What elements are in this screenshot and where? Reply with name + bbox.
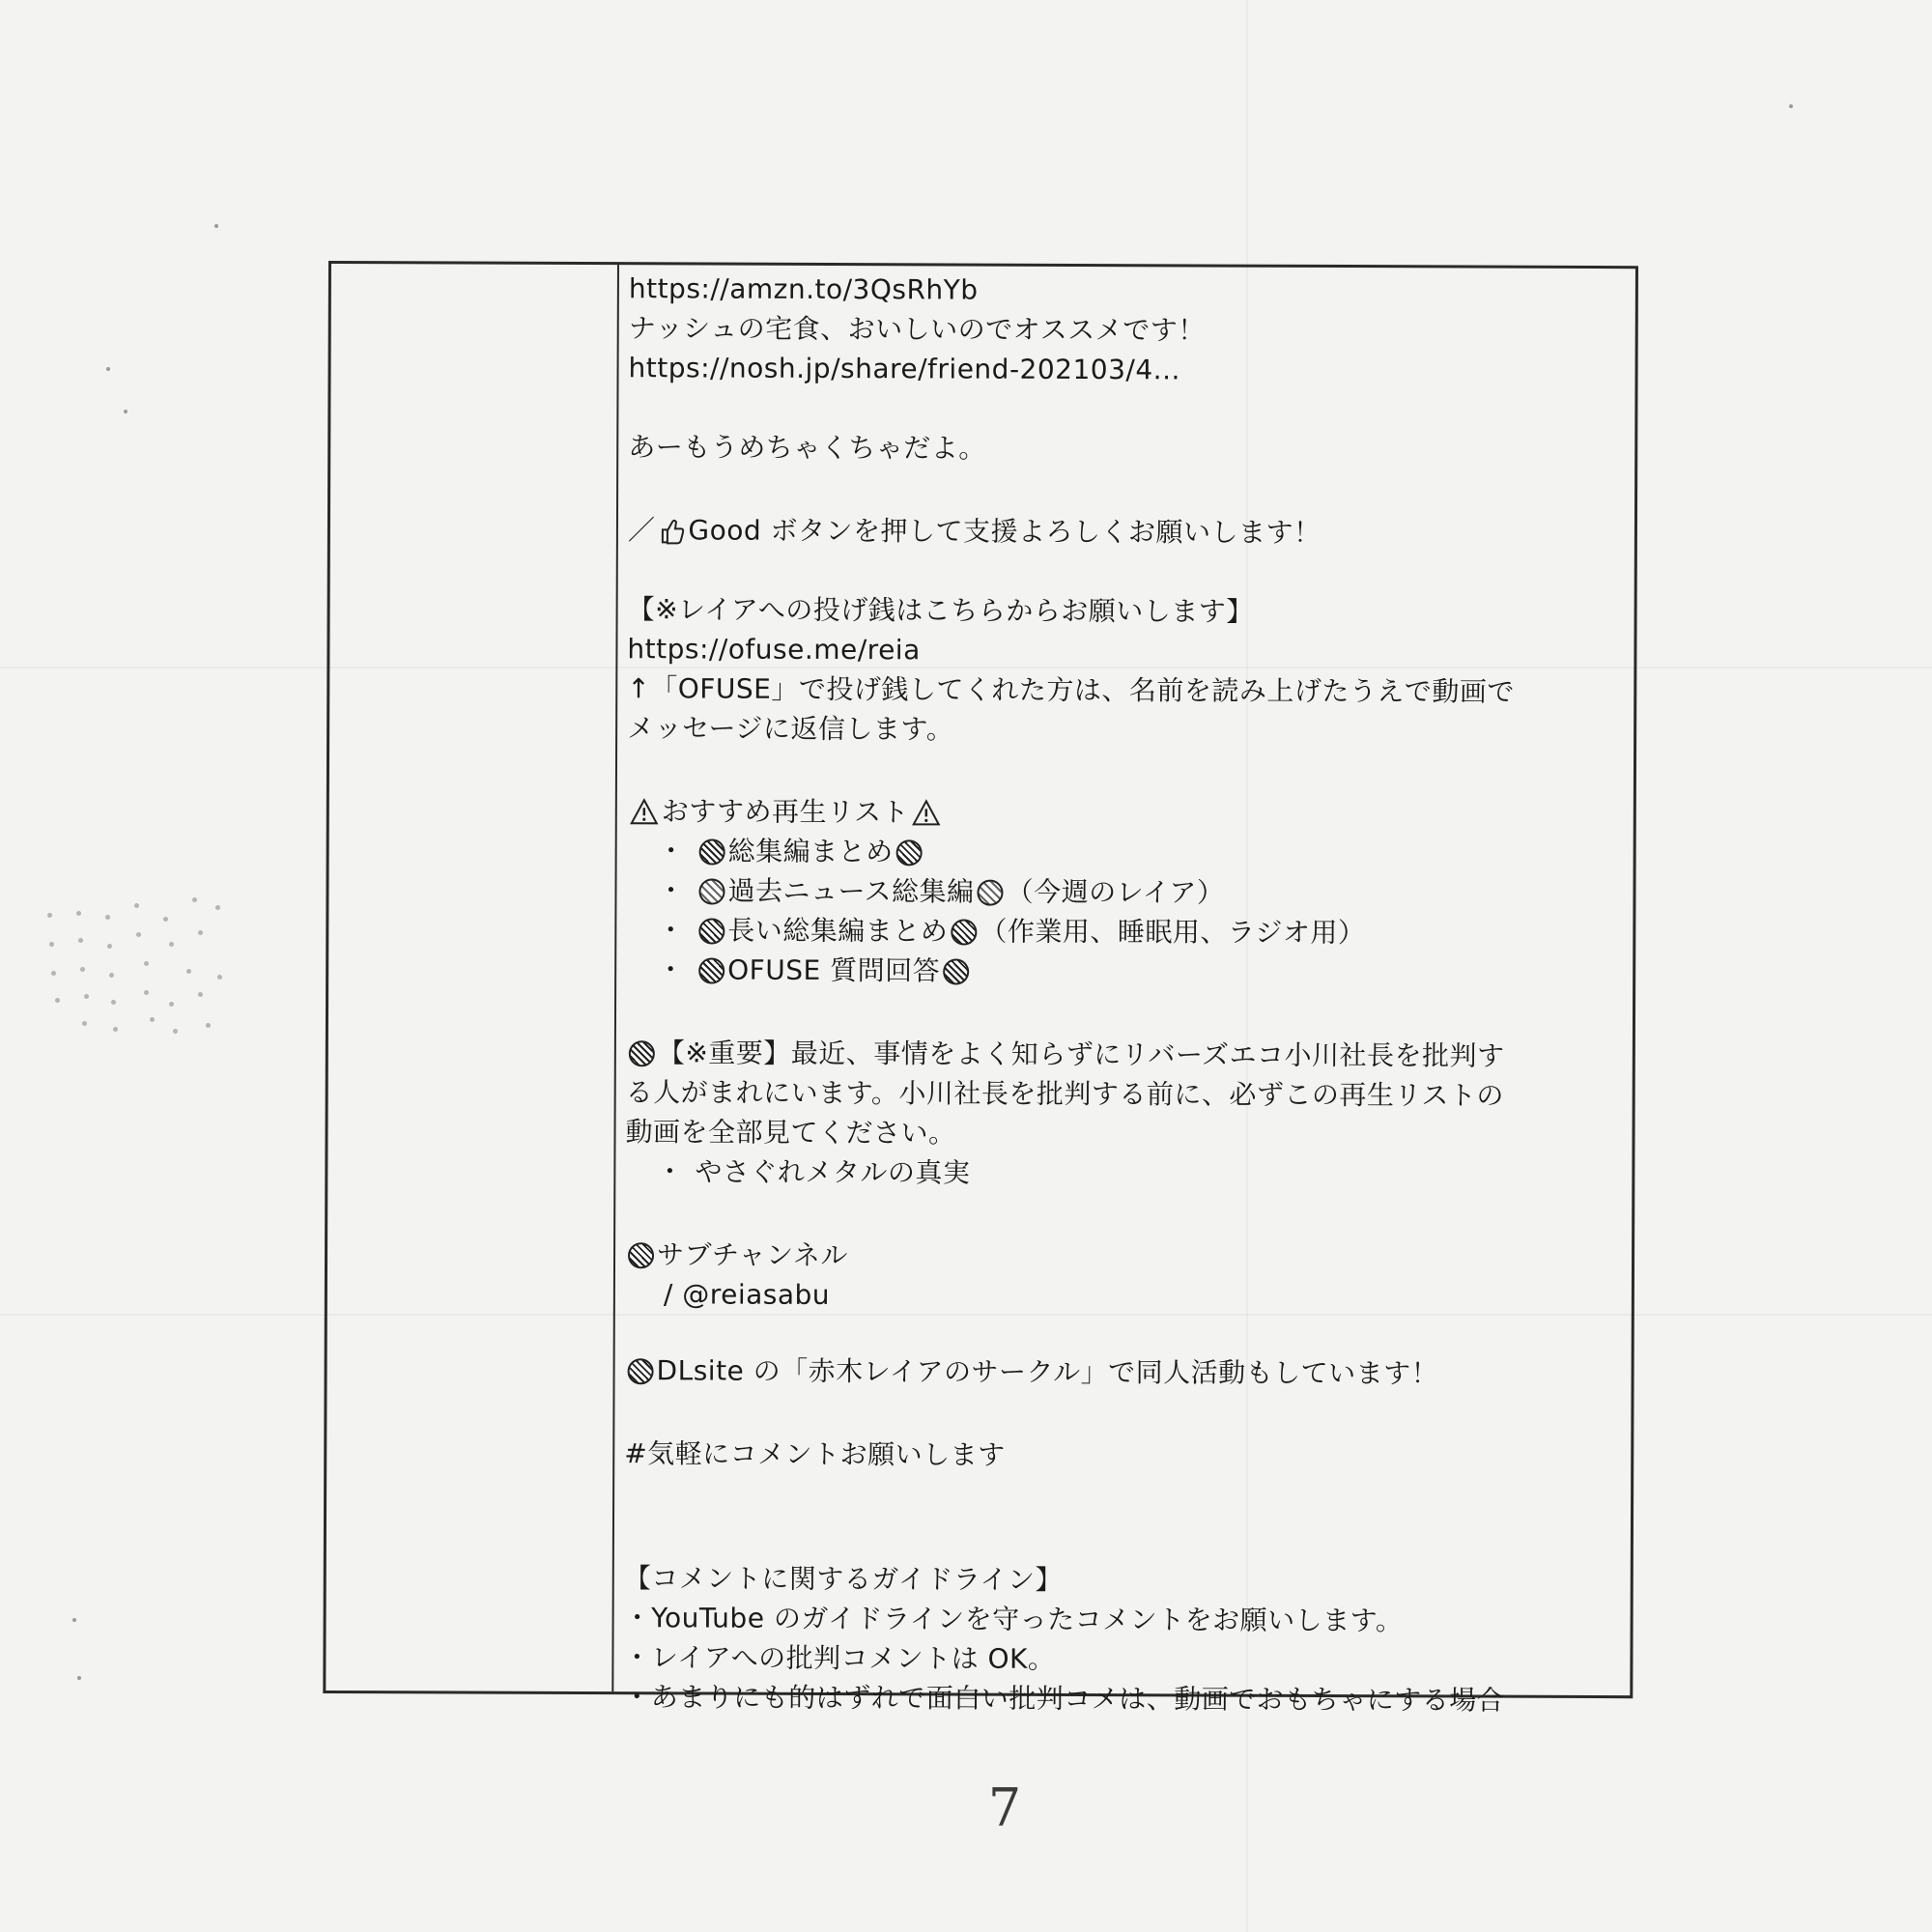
paper-speck — [214, 224, 218, 228]
playlist-title: おすすめ再生リスト — [661, 795, 910, 829]
guideline-item: ・YouTube のガイドラインを守ったコメントをお願いします。 — [623, 1602, 1404, 1637]
hatched-circle-icon — [943, 958, 969, 984]
playlist-item — [627, 831, 1634, 874]
hatched-circle-icon — [629, 1040, 655, 1066]
bullet-mark: ・ — [657, 914, 685, 947]
document-table — [323, 261, 1638, 1717]
dlsite-notice — [625, 1350, 1632, 1394]
playlist-item — [626, 870, 1633, 914]
hashtag-line: #気軽にコメントお願いします — [624, 1437, 1006, 1471]
table-description-cell — [613, 265, 1635, 1717]
sub-channel-heading — [625, 1235, 1632, 1278]
bullet-mark: ・ — [657, 835, 686, 867]
playlist-item — [626, 950, 1633, 993]
important-notice-1 — [626, 1033, 1633, 1076]
playlist-item-label: 長い総集編まとめ — [727, 914, 949, 948]
paper-speck — [1789, 104, 1793, 108]
bullet-mark: ・ — [656, 1155, 684, 1188]
good-button-request — [628, 510, 1634, 554]
guideline-heading: 【コメントに関するガイドライン】 — [623, 1562, 1064, 1596]
paper-speck — [106, 367, 110, 371]
playlist-item-note: （今週のレイア） — [1006, 875, 1225, 909]
exclamation-line: あーもうめちゃくちゃだよ。 — [628, 431, 986, 465]
guideline-item: ・あまりにも的はずれで面白い批判コメは、動画でおもちゃにする場合 — [623, 1681, 1505, 1717]
hatched-circle-icon — [628, 1358, 654, 1384]
thumbs-up-icon — [658, 516, 685, 545]
guideline-item: ・レイアへの批判コメントは OK。 — [623, 1641, 1056, 1675]
nosh-recommendation: ナッシュの宅食、おいしいのでオススメです！ — [628, 312, 1206, 347]
important-notice-3: 動画を全部見てください。 — [625, 1116, 956, 1150]
decorative-dot-pattern — [43, 894, 227, 1038]
important-notice-2: る人がまれにいます。小川社長を批判する前に、必ずこの再生リストの — [625, 1076, 1504, 1112]
important-playlist-item — [625, 1151, 1632, 1195]
dlsite-text: DLsite の「赤木レイアのサークル」で同人活動もしています！ — [656, 1354, 1439, 1390]
playlist-item-label: 過去ニュース総集編 — [727, 874, 975, 908]
table-left-column — [326, 264, 619, 1691]
hatched-circle-icon — [698, 878, 724, 904]
slash-mark: ／ — [627, 514, 656, 547]
playlist-item-label: 総集編まとめ — [727, 835, 894, 868]
hatched-circle-icon — [978, 880, 1004, 906]
playlist-item-label: OFUSE 質問回答 — [727, 953, 941, 987]
hatched-circle-icon — [896, 839, 923, 866]
playlist-item-note: （作業用、睡眠用、ラジオ用） — [980, 915, 1366, 950]
hatched-circle-icon — [699, 838, 725, 865]
hatched-circle-icon — [628, 1242, 654, 1268]
paper-speck — [77, 1676, 81, 1680]
ofuse-note-2: メッセージに返信します。 — [627, 712, 954, 746]
hatched-circle-icon — [698, 957, 724, 983]
bullet-mark: ・ — [657, 874, 686, 907]
playlist-item — [626, 910, 1633, 953]
playlist-heading — [627, 791, 1634, 835]
nosh-link: https://nosh.jp/share/friend-202103/4... — [628, 352, 1180, 386]
sub-channel-handle: / @reiasabu — [663, 1278, 831, 1312]
sub-channel-title: サブチャンネル — [656, 1238, 848, 1272]
hatched-circle-icon — [698, 918, 724, 944]
warning-icon — [630, 798, 659, 825]
good-button-text: Good ボタンを押して支援よろしくお願いします！ — [688, 514, 1321, 549]
ofuse-link: https://ofuse.me/reia — [627, 633, 921, 667]
bullet-mark: ・ — [657, 953, 685, 986]
ofuse-note-1: ↑「OFUSE」で投げ銭してくれた方は、名前を読み上げたうえで動画で — [627, 672, 1515, 708]
paper-speck — [124, 410, 128, 413]
important-playlist-label: やさぐれメタルの真実 — [695, 1155, 971, 1189]
warning-icon — [912, 799, 941, 826]
hatched-circle-icon — [951, 919, 977, 945]
important-text: 【※重要】最近、事情をよく知らずにリバーズエコ小川社長を批判す — [657, 1037, 1505, 1072]
page-number: 7 — [987, 1777, 1022, 1838]
amazon-link: https://amzn.to/3QsRhYb — [628, 272, 979, 306]
tip-heading: 【※レイアへの投げ銭はこちらからお願いします】 — [627, 593, 1254, 628]
paper-speck — [72, 1618, 76, 1622]
